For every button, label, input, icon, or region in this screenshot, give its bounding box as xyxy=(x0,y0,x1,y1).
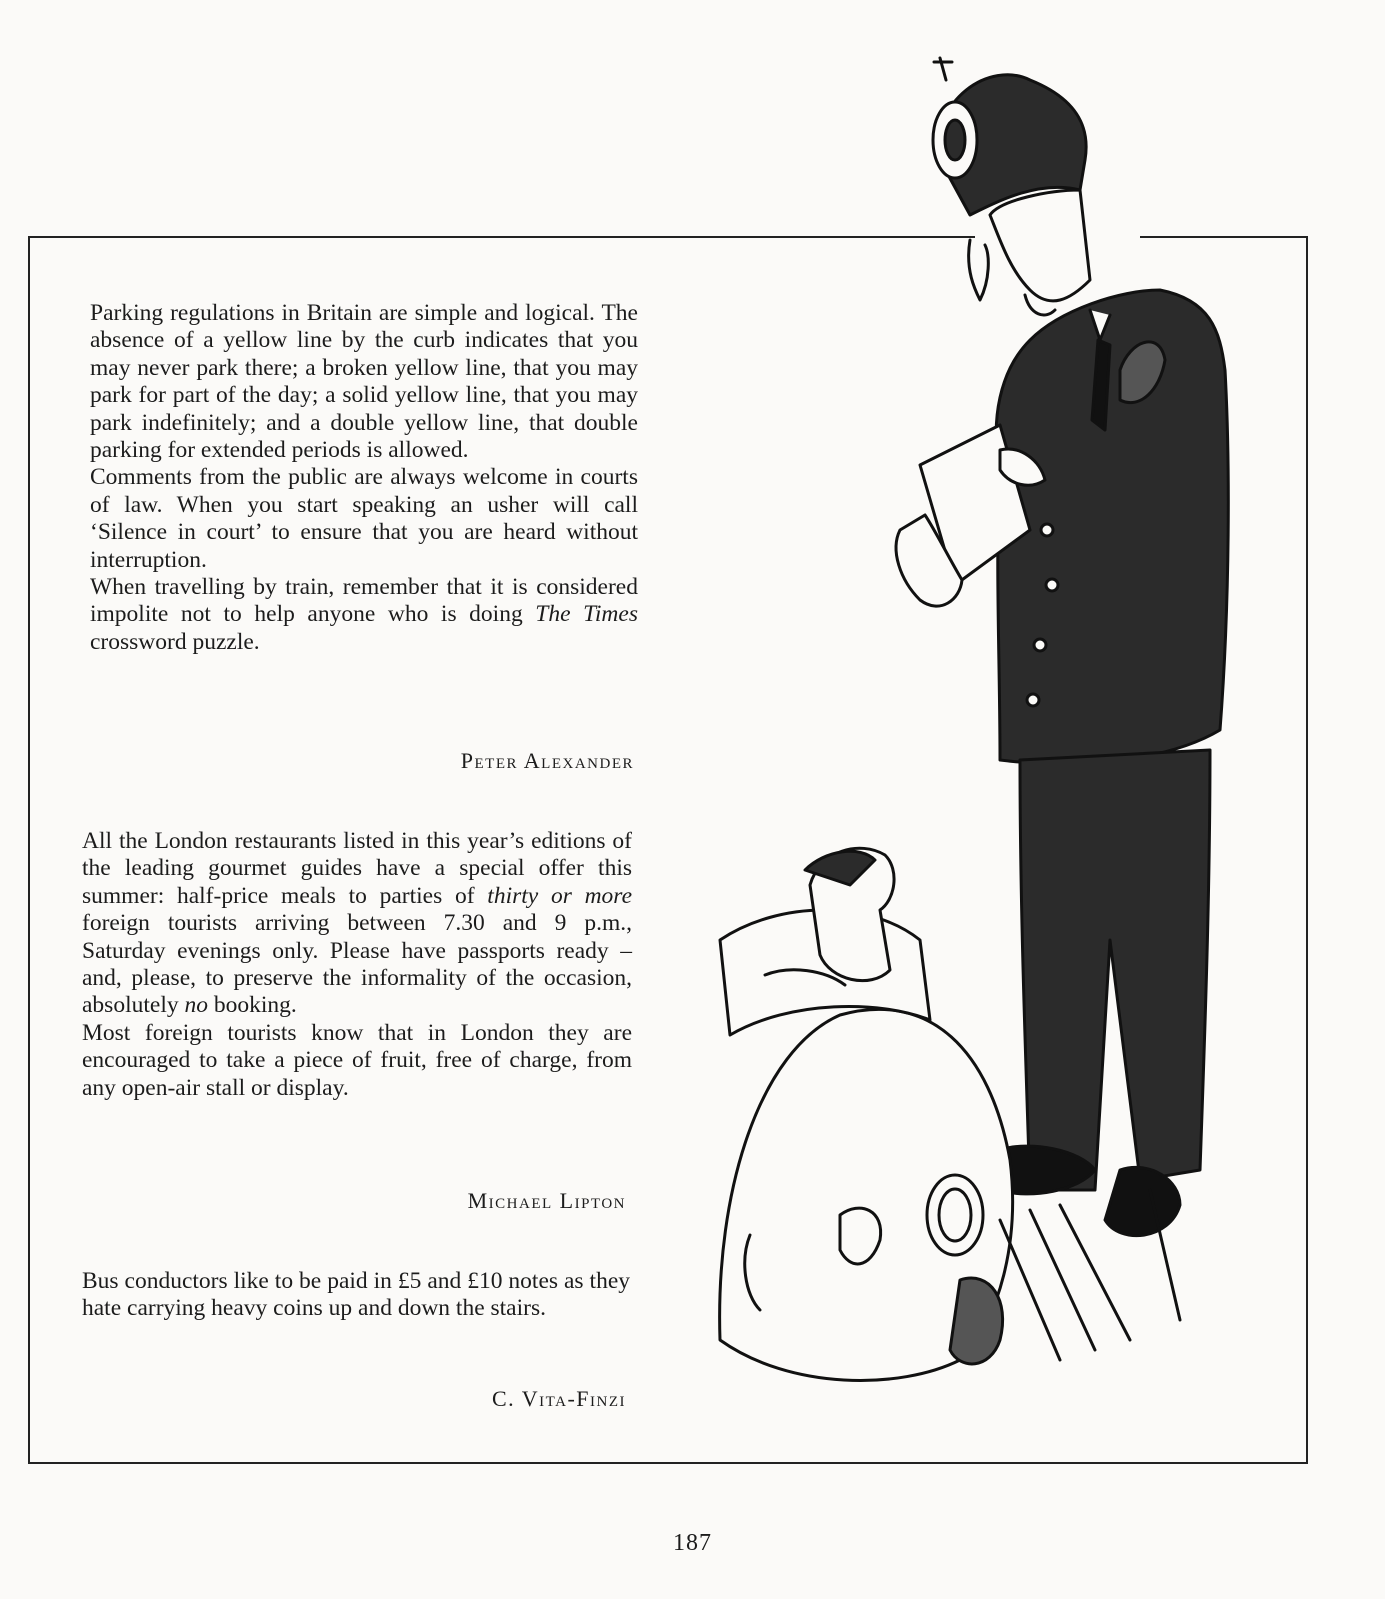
jacket-button xyxy=(1034,639,1046,651)
page-number: 187 xyxy=(673,1530,712,1556)
policeman-trousers xyxy=(1020,750,1210,1190)
car-headlight xyxy=(927,1175,983,1255)
policeman-jacket xyxy=(996,290,1228,764)
paragraph: Most foreign tourists know that in London they are encouraged to take a piece of fruit, free of charge, from any open-air stall or display. xyxy=(82,1019,632,1101)
section-bus xyxy=(82,1268,630,1323)
jacket-button xyxy=(1046,579,1058,591)
jacket-button xyxy=(1041,524,1053,536)
author-byline: Michael Lipton xyxy=(467,1188,626,1213)
section-restaurants xyxy=(82,828,632,1102)
italic-phrase: no xyxy=(184,992,208,1019)
cartoon-policeman-illustration xyxy=(700,40,1340,1420)
jacket-button xyxy=(1027,694,1039,706)
paragraph: When travelling by train, remember that it is considered impolite not to help anyone who is doing The Times crossword puzzle. xyxy=(90,574,638,655)
policeman-shoe xyxy=(1105,1167,1180,1235)
author-byline: C. Vita-Finzi xyxy=(492,1386,626,1411)
paragraph: Bus conductors like to be paid in £5 and £10 notes as they hate carrying heavy coins up and down the stairs. xyxy=(82,1268,630,1322)
italic-title: The Times xyxy=(535,601,638,628)
italic-phrase: thirty or more xyxy=(487,882,633,909)
author-byline: Peter Alexander xyxy=(460,748,634,773)
paragraph: All the London restaurants listed in this year’s editions of the leading gourmet guides have a special offer this summer: half-price meals to parties of thirty or more foreign tourists arriving between 7.30 and 9 p.m., Saturday evenings only. Please have passports ready – and, please, to preserve the informality of the occasion, absolutely no booking. xyxy=(82,828,633,1019)
section-parking xyxy=(90,300,638,656)
paragraph: Parking regulations in Britain are simple and logical. The absence of a yellow line by the curb indicates that you may never park there; a broken yellow line, that you may park for part of the day; a solid yellow line, that you may park indefinitely; and a double yellow line, that double parking for extended periods is allowed. xyxy=(90,300,638,464)
policeman-head xyxy=(990,190,1090,301)
paragraph: Comments from the public are always welcome in courts of law. When you start speaking an usher will call ‘Silence in court’ to ensure that you are heard without interruption. xyxy=(90,464,638,573)
